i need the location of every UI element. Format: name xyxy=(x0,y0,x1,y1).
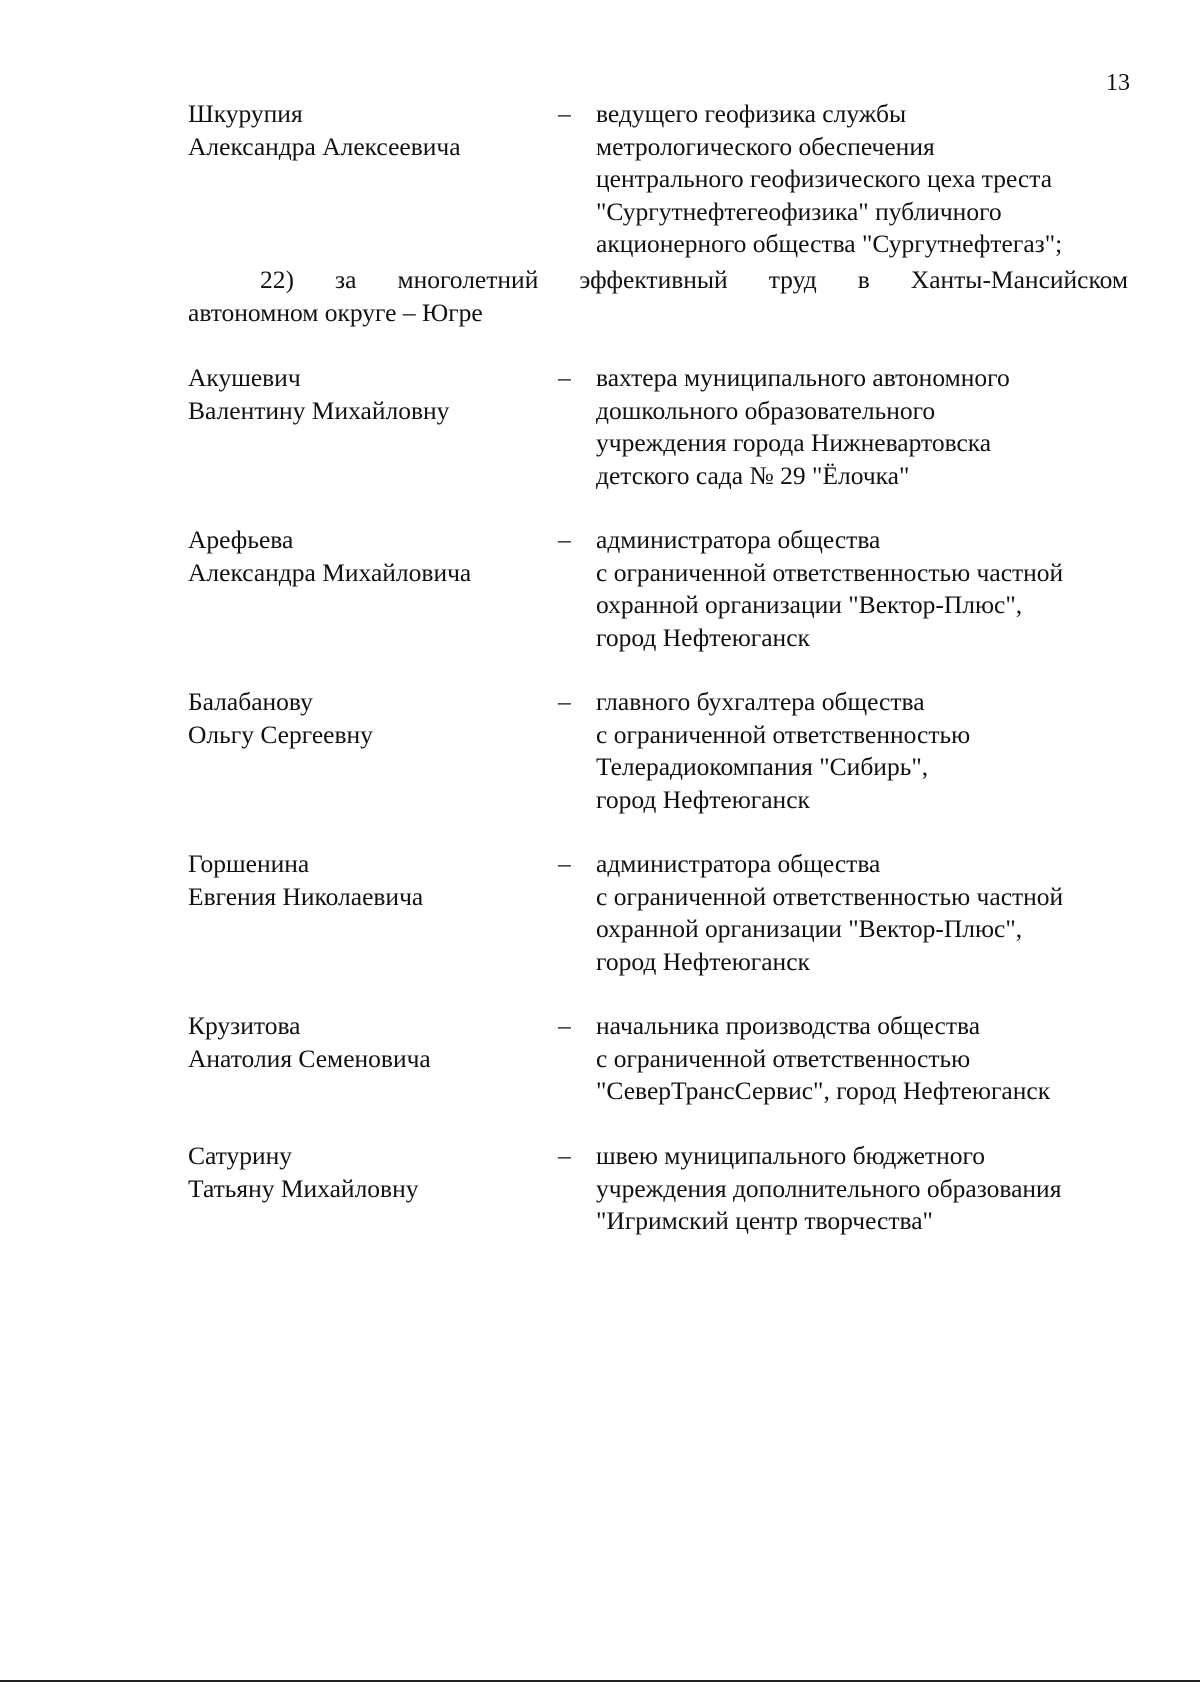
recipient-position: администратора общества с ограниченной ответственностью частной охранной организации "Вектор-Плюс", город Нефтеюганск xyxy=(596,525,1064,652)
recipient-name: Балабанову Ольгу Сергеевну xyxy=(188,687,373,749)
dash: – xyxy=(558,1011,571,1040)
section-heading-line-2: автономном округе – Югре xyxy=(188,297,483,327)
recipient-position: главного бухгалтера общества с ограниченной ответственностью Телерадиокомпания "Сибирь", город Нефтеюганск xyxy=(596,687,971,814)
recipient-position: начальника производства общества с ограниченной ответственностью "СеверТрансСервис", город Нефтеюганск xyxy=(596,1011,1051,1105)
recipient-name: Сатурину Татьяну Михайловну xyxy=(188,1141,419,1203)
recipient-position: вахтера муниципального автономного дошкольного образовательного учреждения города Нижневартовска детского сада № 29 "Ёлочка" xyxy=(596,363,1010,490)
dash: – xyxy=(558,525,571,554)
recipient-name: Арефьева Александра Михайловича xyxy=(188,525,472,587)
section-heading xyxy=(188,264,1128,329)
recipient-name: Крузитова Анатолия Семеновича xyxy=(188,1011,431,1073)
recipient-name: Шкурупия Александра Алексеевича xyxy=(188,99,461,161)
dash: – xyxy=(558,1141,571,1170)
dash: – xyxy=(558,849,571,878)
dash: – xyxy=(558,99,571,128)
dash: – xyxy=(558,687,571,716)
page-number: 13 xyxy=(1106,70,1130,96)
section-heading-line-1: 22) за многолетний эффективный труд в Ханты-Мансийском xyxy=(260,265,1128,294)
bottom-rule xyxy=(0,1680,1200,1682)
recipient-name: Горшенина Евгения Николаевича xyxy=(188,849,424,911)
recipient-position: швею муниципального бюджетного учреждения дополнительного образования "Игримский центр творчества" xyxy=(596,1141,1062,1235)
recipient-name: Акушевич Валентину Михайловну xyxy=(188,363,450,425)
dash: – xyxy=(558,363,571,392)
recipient-position: ведущего геофизика службы метрологического обеспечения центрального геофизического цеха треста "Сургутнефтегеофизика" публичного акционерного общества "Сургутнефтегаз"; xyxy=(596,99,1063,258)
recipient-position: администратора общества с ограниченной ответственностью частной охранной организации "Вектор-Плюс", город Нефтеюганск xyxy=(596,849,1064,976)
